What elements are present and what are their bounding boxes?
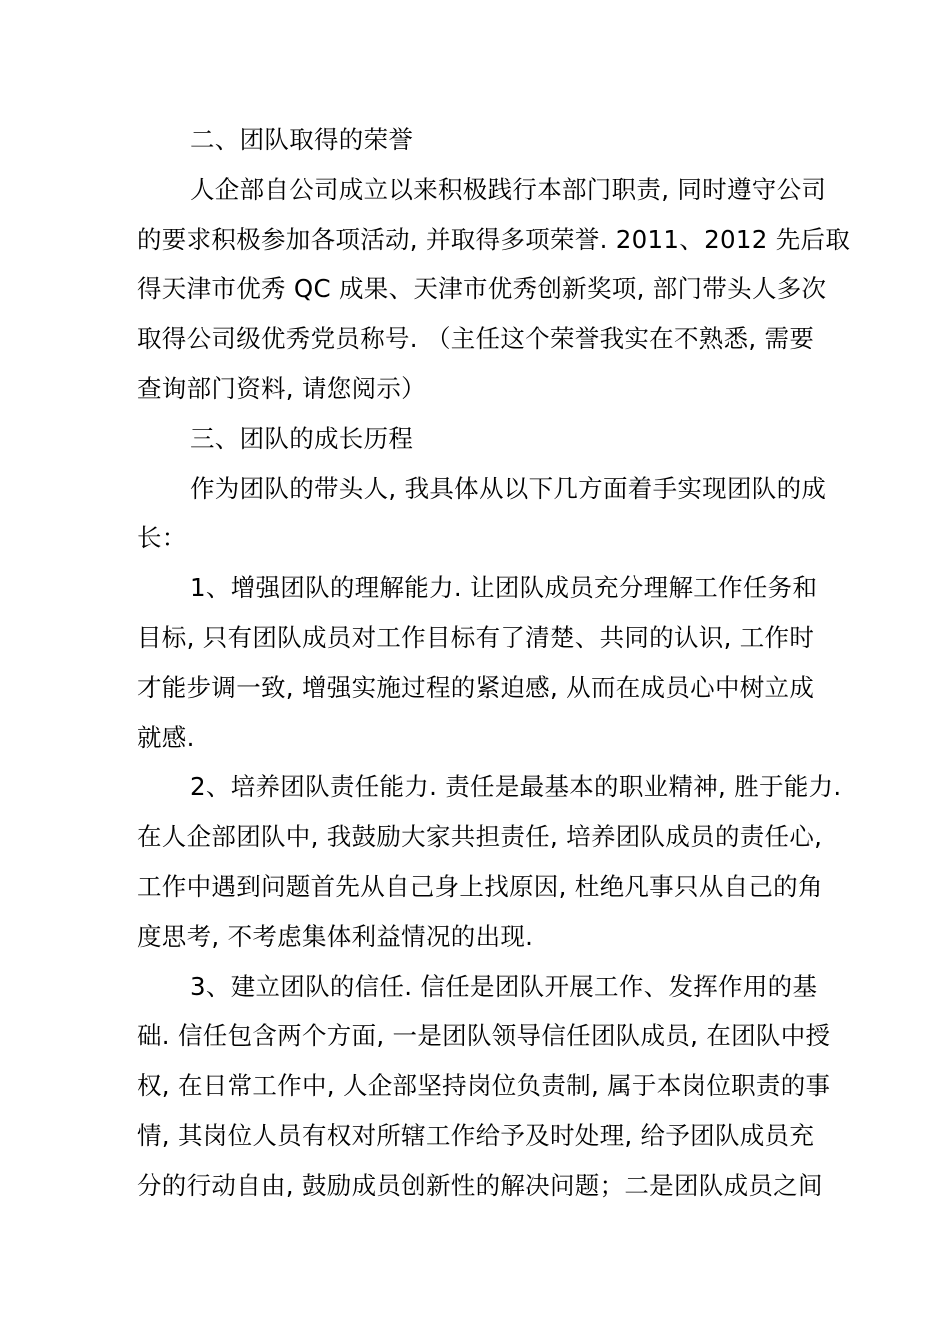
list-item-2: 2、培养团队责任能力. 责任是最基本的职业精神, 胜于能力. xyxy=(190,772,842,802)
section-heading-growth: 三、团队的成长历程 xyxy=(190,423,414,453)
paragraph-line: 目标, 只有团队成员对工作目标有了清楚、共同的认识, 工作时 xyxy=(137,622,815,652)
paragraph-line: 础. 信任包含两个方面, 一是团队领导信任团队成员, 在团队中授 xyxy=(137,1021,831,1051)
section-heading-honors: 二、团队取得的荣誉 xyxy=(190,125,414,154)
paragraph-line: 人企部自公司成立以来积极践行本部门职责, 同时遵守公司 xyxy=(190,174,827,204)
paragraph-line: 工作中遇到问题首先从自己身上找原因, 杜绝凡事只从自己的角 xyxy=(137,871,823,901)
paragraph-line: 分的行动自由, 鼓励成员创新性的解决问题；二是团队成员之间 xyxy=(137,1170,823,1200)
document-body xyxy=(137,115,851,1211)
list-item-1: 1、增强团队的理解能力. 让团队成员充分理解工作任务和 xyxy=(190,573,818,603)
paragraph-line: 查询部门资料, 请您阅示） xyxy=(137,373,426,403)
paragraph-line: 的要求积极参加各项活动, 并取得多项荣誉. 2011、2012 先后取 xyxy=(137,224,851,254)
paragraph-line: 作为团队的带头人, 我具体从以下几方面着手实现团队的成 xyxy=(190,473,827,503)
paragraph-line: 得天津市优秀 QC 成果、天津市优秀创新奖项, 部门带头人多次 xyxy=(137,274,827,304)
paragraph-line: 取得公司级优秀党员称号. （主任这个荣誉我实在不熟悉, 需要 xyxy=(137,324,815,354)
paragraph-line: 长： xyxy=(137,523,187,553)
paragraph-line: 才能步调一致, 增强实施过程的紧迫感, 从而在成员心中树立成 xyxy=(137,672,815,702)
paragraph-line: 权, 在日常工作中, 人企部坚持岗位负责制, 属于本岗位职责的事 xyxy=(137,1071,831,1101)
paragraph-line: 情, 其岗位人员有权对所辖工作给予及时处理, 给予团队成员充 xyxy=(137,1120,815,1150)
paragraph-line: 在人企部团队中, 我鼓励大家共担责任, 培养团队成员的责任心, xyxy=(137,822,823,852)
list-item-3: 3、建立团队的信任. 信任是团队开展工作、发挥作用的基 xyxy=(190,971,818,1001)
paragraph-line: 度思考, 不考虑集体利益情况的出现. xyxy=(137,921,534,951)
paragraph-line: 就感. xyxy=(137,722,195,752)
